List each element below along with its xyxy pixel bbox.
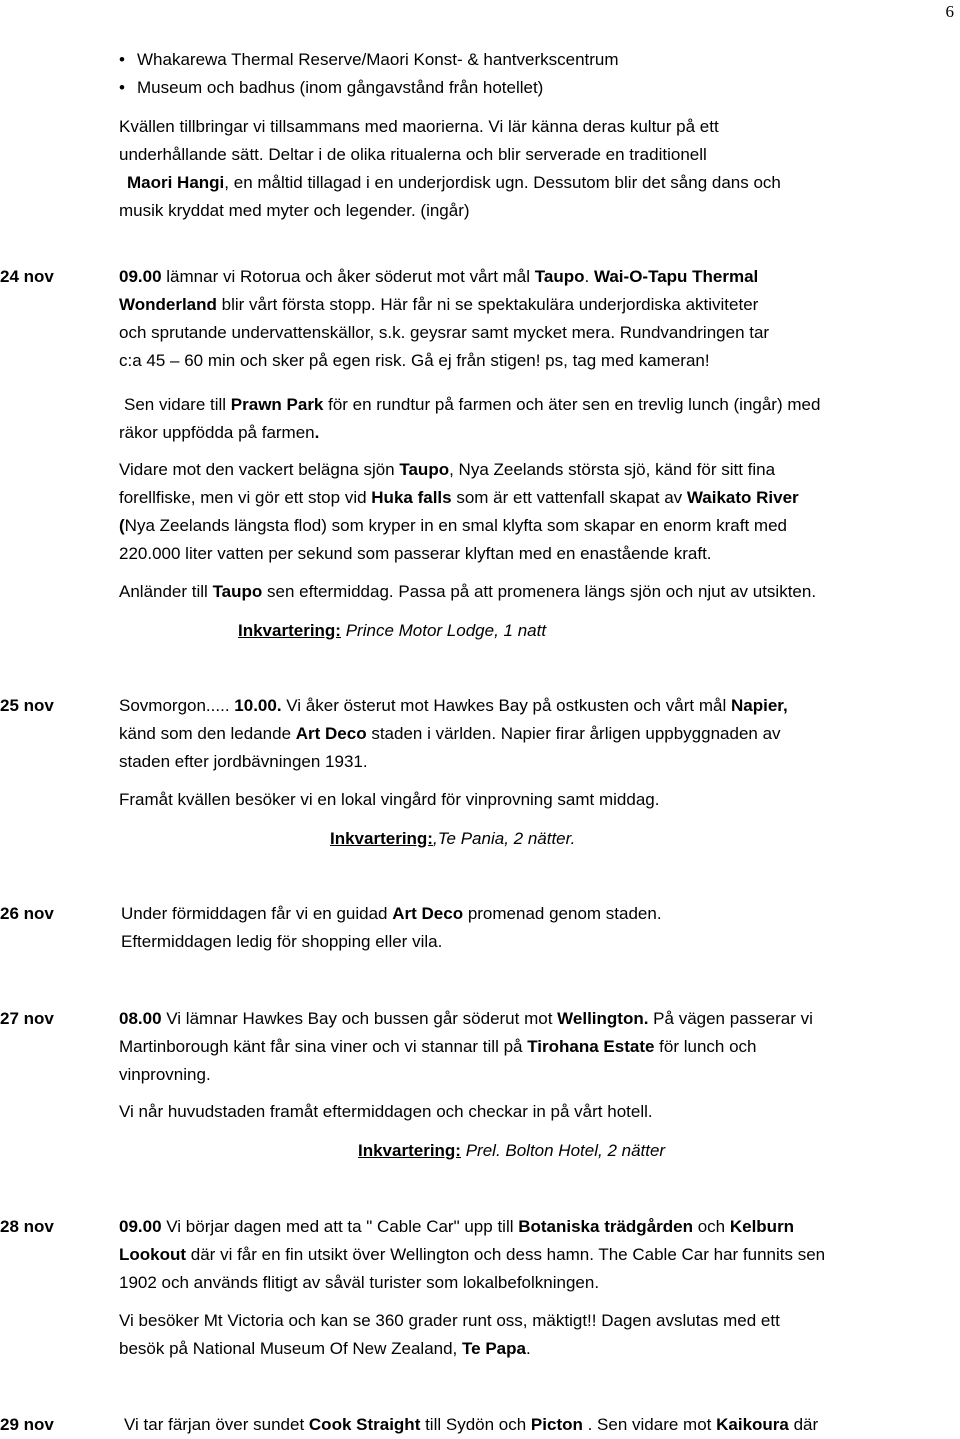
accommodation-label: Inkvartering: [330,829,433,848]
maori-hangi: Maori Hangi [127,173,225,192]
day-text: 1902 och används flitigt av såväl turister som lokalbefolkningen. [119,1273,600,1292]
day-text: Eftermiddagen ledig för shopping eller vila. [121,932,443,951]
day-text: besök på National Museum Of New Zealand, Te Papa. [119,1339,531,1358]
accommodation: Inkvartering: Prince Motor Lodge, 1 natt [238,621,547,640]
day-text: vinprovning. [119,1065,211,1084]
accommodation-label: Inkvartering: [358,1141,461,1160]
accommodation-label: Inkvartering: [238,621,341,640]
day-text: 220.000 liter vatten per sekund som passerar klyftan med en enastående kraft. [119,544,712,563]
intro-line: Kvällen tillbringar vi tillsammans med maorierna. Vi lär känna deras kultur på ett [119,117,719,136]
date-28-nov: 28 nov [0,1217,54,1236]
bullet-icon: • [119,78,125,97]
day-text: och sprutande undervattenskällor, s.k. geysrar samt mycket mera. Rundvandringen tar [119,323,770,342]
day-text: 09.00 Vi börjar dagen med att ta " Cable Car" upp till Botaniska trädgården och Kelburn [119,1217,795,1236]
day-text: Anländer till Taupo sen eftermiddag. Passa på att promenera längs sjön och njut av utsikten. [119,582,817,601]
bullet-icon: • [119,50,125,69]
day-text: Sen vidare till Prawn Park för en rundtur på farmen och äter sen en trevlig lunch (ingår) med [124,395,821,414]
intro-line: musik kryddat med myter och legender. (ingår) [119,201,470,220]
day-text: räkor uppfödda på farmen. [119,423,320,442]
accommodation: Inkvartering: Prel. Bolton Hotel, 2 nätter [358,1141,666,1160]
day-text: Vi når huvudstaden framåt eftermiddagen och checkar in på vårt hotell. [119,1102,653,1121]
day-text: Under förmiddagen får vi en guidad Art Deco promenad genom staden. [121,904,662,923]
day-text: känd som den ledande Art Deco staden i världen. Napier firar årligen uppbyggnaden av [119,724,781,743]
day-text: forellfiske, men vi gör ett stop vid Huka falls som är ett vattenfall skapat av Waikato River [119,488,799,507]
day-text: 08.00 Vi lämnar Hawkes Bay och bussen går söderut mot Wellington. På vägen passerar vi [119,1009,813,1028]
date-25-nov: 25 nov [0,696,54,715]
date-24-nov: 24 nov [0,267,54,286]
day-text: Wonderland blir vårt första stopp. Här får ni se spektakulära underjordiska aktiviteter [119,295,759,314]
intro-line: Maori Hangi, en måltid tillagad i en underjordisk ugn. Dessutom blir det sång dans och [127,173,781,192]
day-text: (Nya Zeelands längsta flod) som kryper in en smal klyfta som skapar en enorm kraft med [119,516,787,535]
list-item: Whakarewa Thermal Reserve/Maori Konst- & hantverkscentrum [137,50,619,69]
day-text: staden efter jordbävningen 1931. [119,752,368,771]
intro-line: underhållande sätt. Deltar i de olika ritualerna och blir serverade en traditionell [119,145,707,164]
day-text: c:a 45 – 60 min och sker på egen risk. Gå ej från stigen! ps, tag med kameran! [119,351,710,370]
date-27-nov: 27 nov [0,1009,54,1028]
list-item: Museum och badhus (inom gångavstånd från hotellet) [137,78,544,97]
accommodation: Inkvartering:,Te Pania, 2 nätter. [330,829,576,848]
day-text: Sovmorgon..... 10.00. Vi åker österut mot Hawkes Bay på ostkusten och vårt mål Napier, [119,696,788,715]
day-text: 09.00 lämnar vi Rotorua och åker söderut mot vårt mål Taupo. Wai-O-Tapu Thermal [119,267,759,286]
day-text: Vi tar färjan över sundet Cook Straight till Sydön och Picton . Sen vidare mot Kaikoura där [124,1415,819,1434]
day-text: Martinborough känt får sina viner och vi stannar till på Tirohana Estate för lunch och [119,1037,757,1056]
day-text: Lookout där vi får en fin utsikt över Wellington och dess hamn. The Cable Car har funnits sen [119,1245,826,1264]
date-26-nov: 26 nov [0,904,54,923]
day-text: Vi besöker Mt Victoria och kan se 360 grader runt oss, mäktigt!! Dagen avslutas med ett [119,1311,780,1330]
day-text: Framåt kvällen besöker vi en lokal vingård för vinprovning samt middag. [119,790,660,809]
page-number: 6 [945,2,954,21]
day-text: Vidare mot den vackert belägna sjön Taupo, Nya Zeelands största sjö, känd för sitt fina [119,460,776,479]
date-29-nov: 29 nov [0,1415,54,1434]
